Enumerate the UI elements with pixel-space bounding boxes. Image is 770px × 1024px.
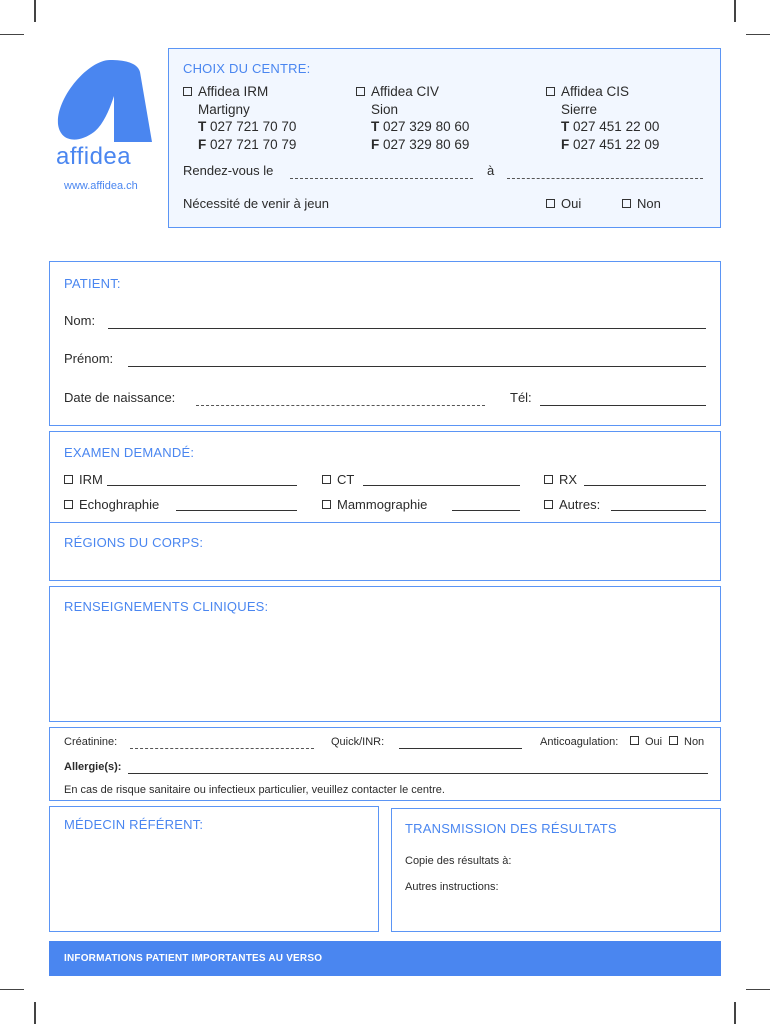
rdv-date-field[interactable] [290,178,473,179]
labo-note: En cas de risque sanitaire ou infectieux particulier, veuillez contacter le centre. [64,784,445,796]
checkbox[interactable] [356,87,365,96]
regions-title: RÉGIONS DU CORPS: [64,535,204,550]
tel-label: Tél: [510,390,532,405]
autres-instructions-label[interactable]: Autres instructions: [405,881,499,893]
brand-url: www.affidea.ch [64,180,138,192]
transmission-title: TRANSMISSION DES RÉSULTATS [405,821,617,836]
tel-field[interactable] [540,405,706,406]
crop-mark [734,1002,736,1024]
checkbox[interactable] [64,475,73,484]
allergie-label: Allergie(s): [64,761,122,773]
rdv-time-field[interactable] [507,178,703,179]
centre-option-sierre[interactable]: Affidea CIS Sierre T 027 451 22 00 F 027 451 22 09 [546,83,659,153]
examen-mammo-field[interactable] [452,510,520,511]
checkbox[interactable] [322,475,331,484]
allergie-field[interactable] [128,773,708,774]
renseignements-title: RENSEIGNEMENTS CLINIQUES: [64,599,269,614]
anticoag-oui-option[interactable]: Oui [630,736,662,748]
prenom-label: Prénom: [64,351,114,366]
centre-option-sion[interactable]: Affidea CIV Sion T 027 329 80 60 F 027 329 80 69 [356,83,469,153]
checkbox[interactable] [622,199,631,208]
checkbox[interactable] [64,500,73,509]
regions-box[interactable] [49,522,721,581]
rdv-label: Rendez-vous le [183,163,274,178]
examen-rx-field[interactable] [584,485,706,486]
checkbox[interactable] [546,87,555,96]
crop-mark [34,0,36,22]
nom-field[interactable] [108,328,706,329]
examen-autres-option[interactable]: Autres: [544,497,600,512]
checkbox[interactable] [544,475,553,484]
naissance-field[interactable] [196,405,485,406]
crop-mark [734,0,736,22]
creatinine-field[interactable] [130,748,314,749]
crop-mark [34,1002,36,1024]
examen-irm-field[interactable] [107,485,297,486]
checkbox[interactable] [546,199,555,208]
crop-mark [746,989,770,990]
anticoag-label: Anticoagulation: [540,736,619,748]
examen-rx-option[interactable]: RX [544,472,577,487]
brand-name: affidea [56,143,132,170]
crop-mark [0,989,24,990]
examen-mammo-option[interactable]: Mammographie [322,497,427,512]
affidea-logo [48,58,156,148]
jeun-label: Nécessité de venir à jeun [183,196,329,211]
examen-autres-field[interactable] [611,510,706,511]
patient-title: PATIENT: [64,276,121,291]
nom-label: Nom: [64,313,96,328]
copie-label[interactable]: Copie des résultats à: [405,855,512,867]
examen-title: EXAMEN DEMANDÉ: [64,445,195,460]
affidea-logo-icon [48,58,156,148]
checkbox[interactable] [669,736,678,745]
crop-mark [0,34,24,35]
creatinine-label: Créatinine: [64,736,118,748]
checkbox[interactable] [630,736,639,745]
examen-echo-option[interactable]: Echoghraphie [64,497,159,512]
quick-label: Quick/INR: [331,736,385,748]
checkbox[interactable] [183,87,192,96]
checkbox[interactable] [322,500,331,509]
naissance-label: Date de naissance: [64,390,176,405]
examen-echo-field[interactable] [176,510,297,511]
rdv-a-label: à [487,163,495,178]
checkbox[interactable] [544,500,553,509]
medecin-title: MÉDECIN RÉFÉRENT: [64,817,204,832]
anticoag-non-option[interactable]: Non [669,736,704,748]
centre-title: CHOIX DU CENTRE: [183,61,311,76]
centre-option-martigny[interactable]: Affidea IRM Martigny T 027 721 70 70 F 027 721 70 79 [183,83,296,153]
footer-text: INFORMATIONS PATIENT IMPORTANTES AU VERSO [64,953,323,964]
crop-mark [746,34,770,35]
jeun-oui-option[interactable]: Oui [546,196,581,211]
jeun-non-option[interactable]: Non [622,196,661,211]
examen-ct-option[interactable]: CT [322,472,354,487]
examen-irm-option[interactable]: IRM [64,472,103,487]
quick-field[interactable] [399,748,522,749]
prenom-field[interactable] [128,366,706,367]
examen-ct-field[interactable] [363,485,520,486]
